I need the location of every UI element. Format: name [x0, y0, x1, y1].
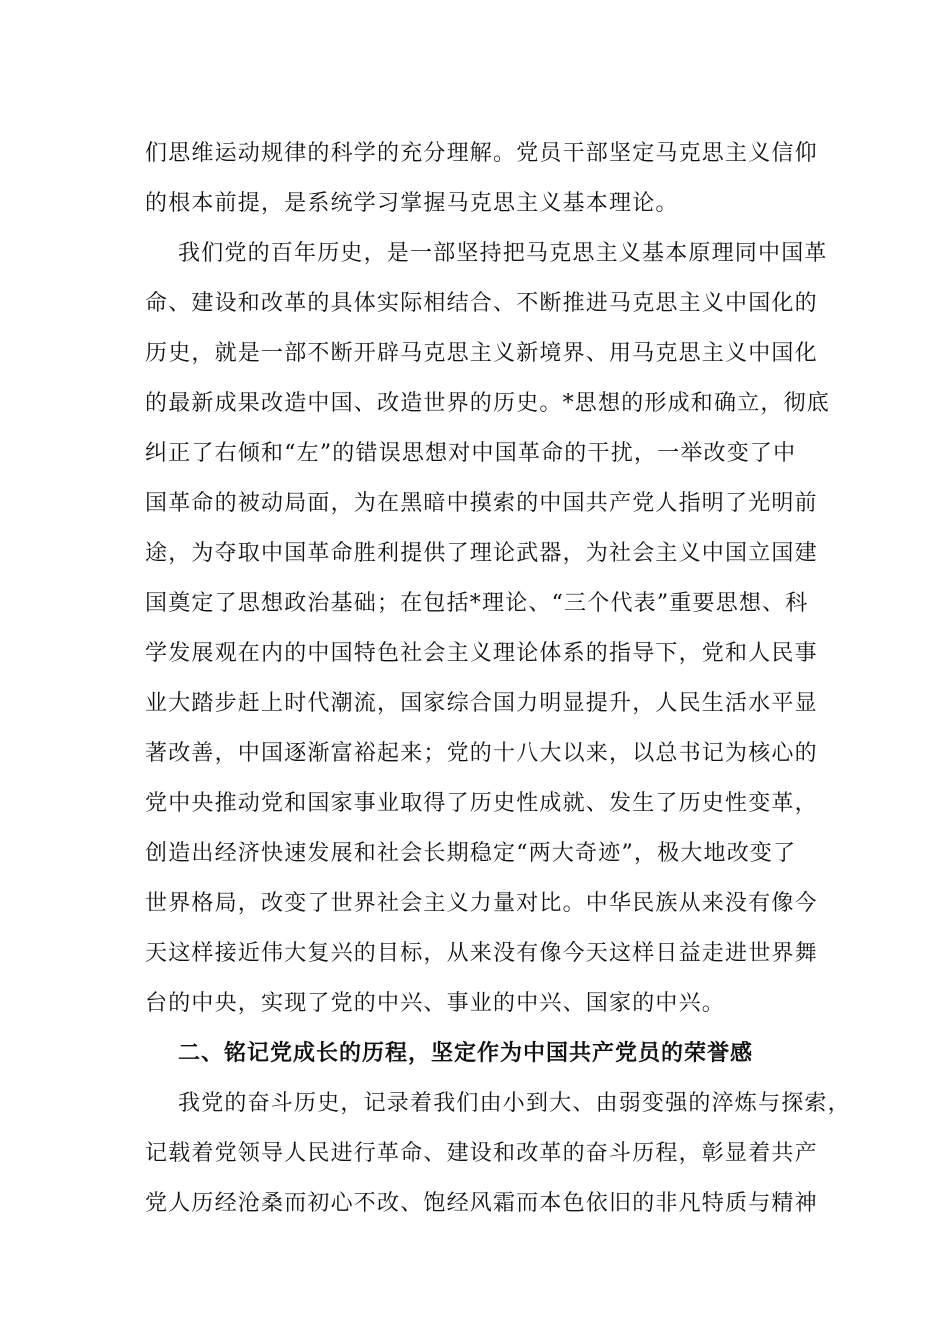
text-line: 党中央推动党和国家事业取得了历史性成就、发生了历史性变革， — [145, 791, 818, 816]
text-line: 党人历经沧桑而初心不改、饱经风霜而本色依旧的非凡特质与精神 — [145, 1191, 818, 1216]
text-line: 学发展观在内的中国特色社会主义理论体系的指导下，党和人民事 — [145, 641, 818, 666]
text-line: 国革命的被动局面，为在黑暗中摸索的中国共产党人指明了光明前 — [145, 491, 818, 516]
text-line: 途，为夺取中国革命胜利提供了理论武器，为社会主义中国立国建 — [145, 541, 818, 566]
text-line: 命、建设和改革的具体实际相结合、不断推进马克思主义中国化的 — [145, 291, 818, 316]
text-line: 记载着党领导人民进行革命、建设和改革的奋斗历程，彰显着共产 — [145, 1141, 818, 1166]
text-line: 天这样接近伟大复兴的目标，从来没有像今天这样日益走进世界舞 — [145, 941, 818, 966]
text-line: 们思维运动规律的科学的充分理解。党员干部坚定马克思主义信仰 — [145, 141, 818, 166]
text-line: 的最新成果改造中国、改造世界的历史。*思想的形成和确立，彻底 — [145, 391, 831, 416]
text-line: 我党的奋斗历史，记录着我们由小到大、由弱变强的淬炼与探索， — [178, 1091, 851, 1116]
section-heading: 二、铭记党成长的历程，坚定作为中国共产党员的荣誉感 — [178, 1041, 754, 1066]
text-line: 台的中央，实现了党的中兴、事业的中兴、国家的中兴。 — [145, 991, 726, 1016]
text-line: 历史，就是一部不断开辟马克思主义新境界、用马克思主义中国化 — [145, 341, 818, 366]
text-line: 著改善，中国逐渐富裕起来；党的十八大以来，以总书记为核心的 — [145, 741, 818, 766]
text-line: 纠正了右倾和“左”的错误思想对中国革命的干扰，一举改变了中 — [145, 441, 797, 466]
text-line: 我们党的百年历史，是一部坚持把马克思主义基本原理同中国革 — [178, 241, 828, 266]
text-line: 的根本前提，是系统学习掌握马克思主义基本理论。 — [145, 191, 679, 216]
text-line: 世界格局，改变了世界社会主义力量对比。中华民族从来没有像今 — [145, 891, 818, 916]
document-body — [145, 129, 851, 1229]
text-line: 创造出经济快速发展和社会长期稳定“两大奇迹”，极大地改变了 — [145, 841, 797, 866]
text-line: 业大踏步赶上时代潮流，国家综合国力明显提升，人民生活水平显 — [145, 691, 818, 716]
text-line: 国奠定了思想政治基础；在包括*理论、“三个代表”重要思想、科 — [145, 591, 809, 616]
